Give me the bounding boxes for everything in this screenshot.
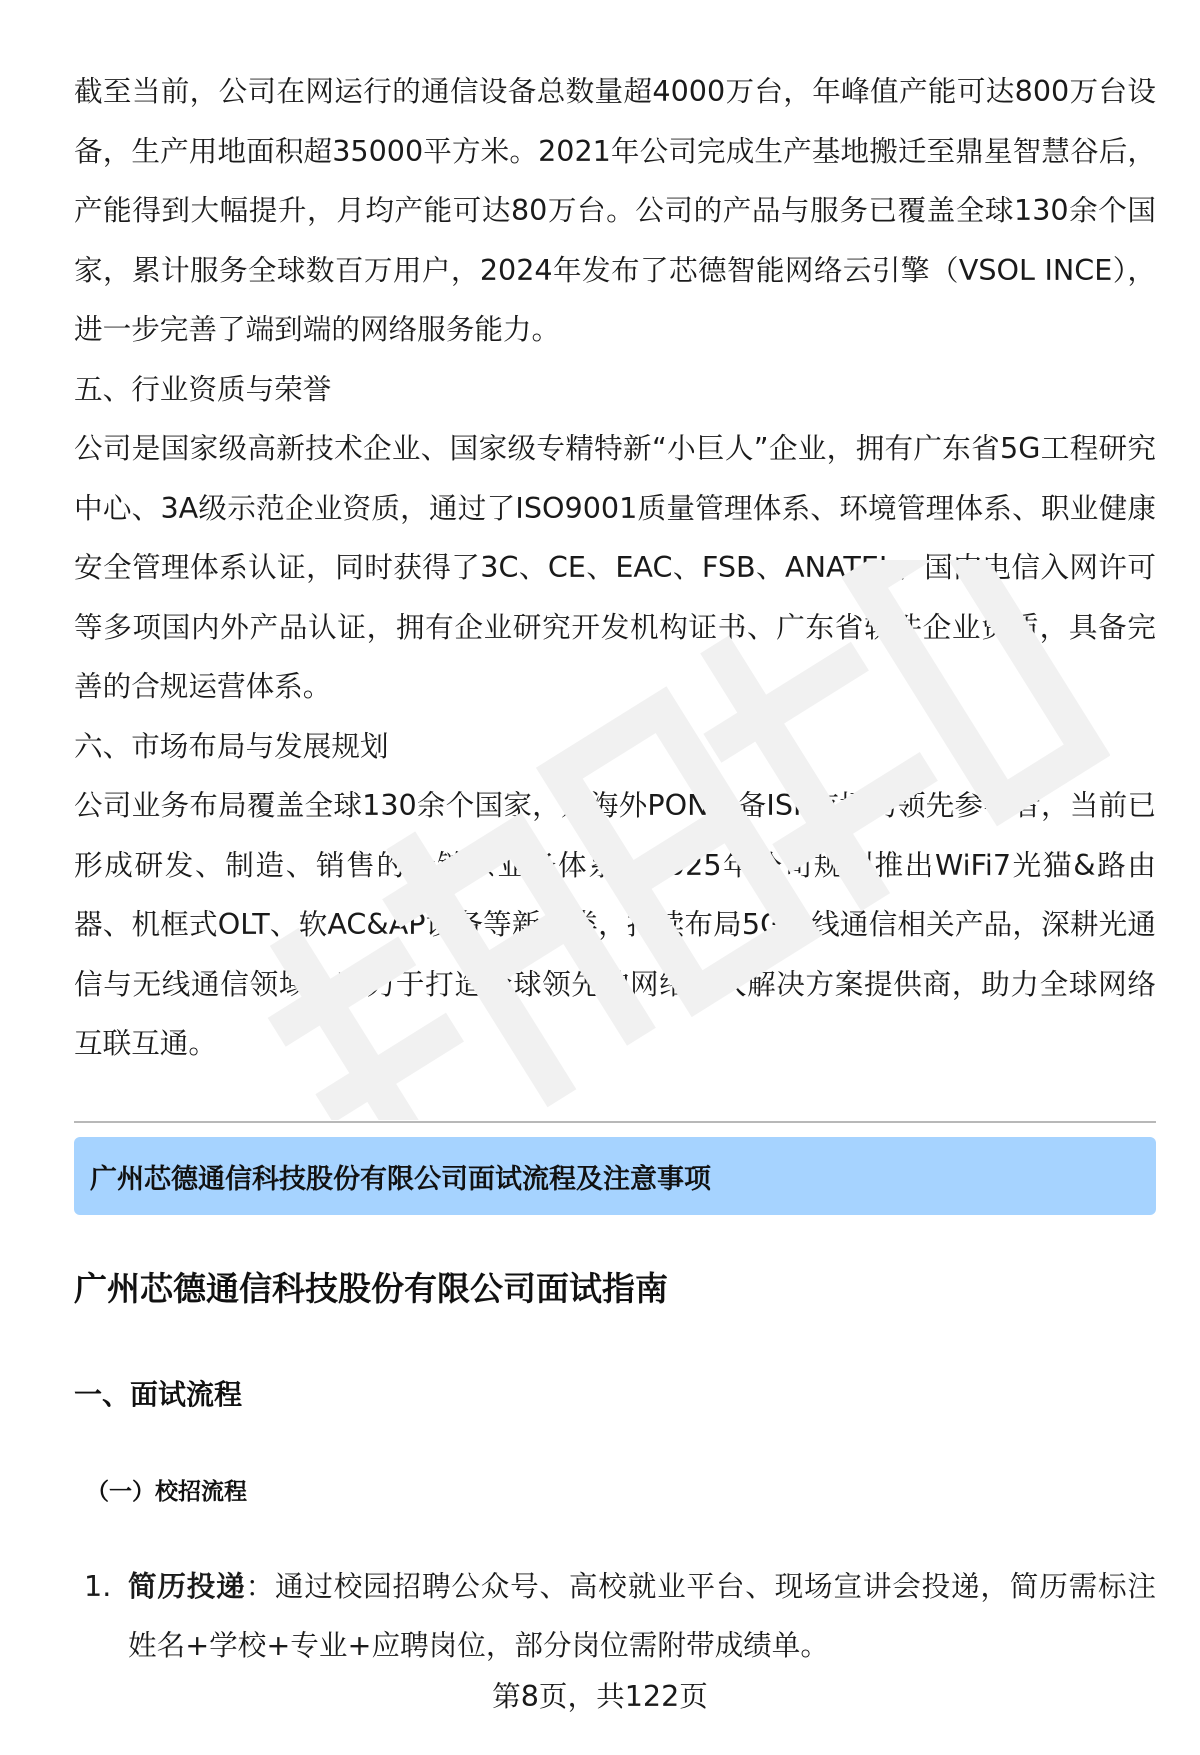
list-item-text: ：通过校园招聘公众号、高校就业平台、现场宣讲会投递，简历需标注姓名+学校+专业+应聘岗位，部分岗位需附带成绩单。 bbox=[128, 1569, 1156, 1662]
paragraph-capacity: 截至当前，公司在网运行的通信设备总数量超4000万台，年峰值产能可达800万台设备，生产用地面积超35000平方米。2021年公司完成生产基地搬迁至鼎星智慧谷后，产能得到大幅提升，月均产能可达80万台。公司的产品与服务已覆盖全球130余个国家，累计服务全球数百万用户，2024年发布了芯德智能网络云引擎（VSOL INCE），进一步完善了端到端的网络服务能力。 bbox=[74, 74, 1156, 346]
section-heading-process: 一、面试流程 bbox=[74, 1378, 243, 1411]
list-item-number: 1. bbox=[84, 1569, 112, 1603]
heading-qualifications: 五、行业资质与荣誉 bbox=[74, 371, 332, 406]
page-footer: 第8页，共122页 bbox=[492, 1679, 708, 1713]
banner-text: 广州芯德通信科技股份有限公司面试流程及注意事项 bbox=[90, 1163, 711, 1195]
paragraph-qualifications: 公司是国家级高新技术企业、国家级专精特新“小巨人”企业，拥有广东省5G工程研究中心、3A级示范企业资质，通过了ISO9001质量管理体系、环境管理体系、职业健康安全管理体系认证，同时获得了3C、CE、EAC、FSB、ANATEL、国内电信入网许可等多项国内外产品认证，拥有企业研究开发机构证书、广东省软件企业资质，具备完善的合规运营体系。 bbox=[74, 431, 1156, 703]
divider-line bbox=[74, 1121, 1156, 1123]
subsection-heading-campus: （一）校招流程 bbox=[86, 1479, 247, 1505]
section-banner bbox=[74, 1137, 1156, 1215]
paragraph-market: 公司业务布局覆盖全球130余个国家，是海外PON设备ISP市场的领先参与者，当前已形成研发、制造、销售的全链条业务体系。2025年公司规划推出WiFi7光猫&路由器、机框式OLT、软AC&AP设备等新品类，持续布局5G无线通信相关产品，深耕光通信与无线通信领域，致力于打造全球领先的网络接入解决方案提供商，助力全球网络互联互通。 bbox=[74, 788, 1156, 1060]
heading-market: 六、市场布局与发展规划 bbox=[74, 728, 389, 763]
guide-title: 广州芯德通信科技股份有限公司面试指南 bbox=[74, 1269, 668, 1308]
list-item bbox=[84, 1557, 1156, 1675]
body-text bbox=[74, 62, 1156, 1074]
list-item-term: 简历投递 bbox=[128, 1569, 246, 1603]
list-item-body bbox=[128, 1557, 1156, 1675]
